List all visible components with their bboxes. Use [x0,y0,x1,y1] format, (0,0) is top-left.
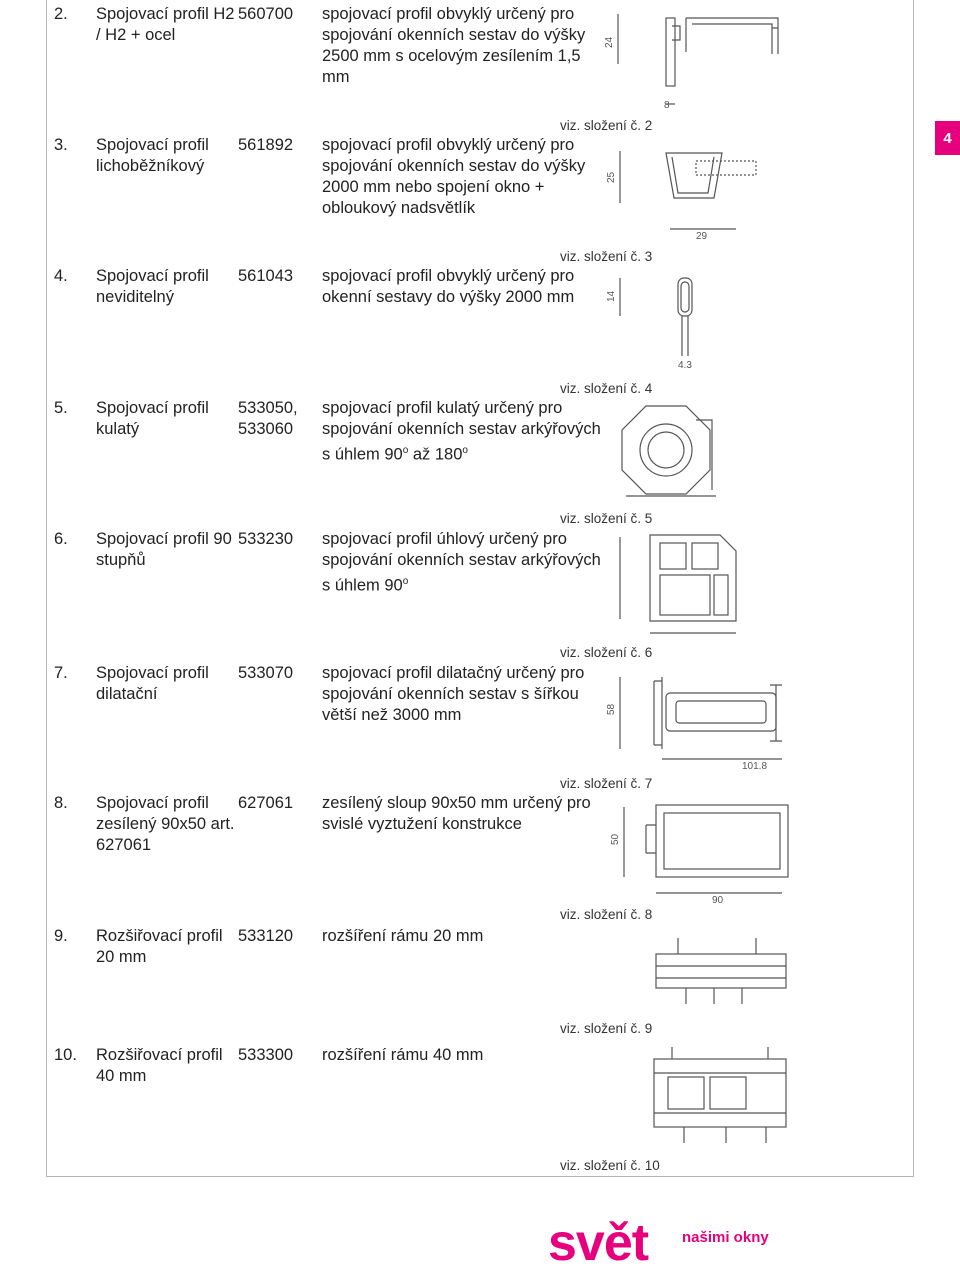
profile-drawing [606,1045,786,1149]
profile-drawing [606,529,786,641]
profile-description: zesílený sloup 90x50 mm určený pro svislé vyztužení konstrukce [322,794,591,833]
row-number: 8. [54,794,68,812]
row-number: 3. [54,136,68,154]
composition-ref: viz. složení č. 9 [560,1021,653,1036]
profile-drawing [606,667,786,771]
composition-ref: viz. složení č. 7 [560,776,653,791]
dimension-label: 14 [606,290,617,302]
article-code: 561892 [238,136,294,154]
profile-name: Spojovací profil zesílený 90x50 art. 627061 [96,794,235,854]
row-number: 10. [54,1046,77,1064]
profile-drawing [606,143,786,243]
dimension-label: 58 [606,703,617,715]
profile-description: spojovací profil obvyklý určený pro okenní sestavy do výšky 2000 mm [322,267,575,306]
logo-word: svět [548,1214,649,1272]
profile-description: rozšíření rámu 40 mm [322,1046,484,1064]
profile-description: rozšíření rámu 20 mm [322,927,484,945]
row-number: 9. [54,927,68,945]
profile-description: spojovací profil obvyklý určený pro spojování okenních sestav do výšky 2000 mm nebo spojení okno + obloukový nadsvětlík [322,136,586,217]
composition-ref: viz. složení č. 6 [560,645,653,660]
row-number: 7. [54,664,68,682]
dimension-label: 8 [664,100,670,111]
profile-description: spojovací profil obvyklý určený pro spojování okenních sestav do výšky 2500 mm s ocelovým zesílením 1,5 mm [322,5,586,86]
article-code: 533300 [238,1046,294,1064]
row-number: 2. [54,5,68,23]
profile-drawing [606,797,786,909]
composition-ref: viz. složení č. 8 [560,907,653,922]
profile-name: Rozšiřovací profil 40 mm [96,1046,223,1085]
profile-name: Spojovací profil 90 stupňů [96,530,232,569]
profile-drawing [606,272,786,372]
brand-logo [548,1214,788,1272]
article-code: 533120 [238,927,294,945]
dimension-label: 25 [606,171,617,183]
article-code: 533230 [238,530,294,548]
dimension-label: 50 [610,833,621,845]
composition-ref: viz. složení č. 3 [560,249,653,264]
composition-ref: viz. složení č. 5 [560,511,653,526]
dimension-label: 29 [696,231,708,242]
profile-drawing [606,930,786,1020]
profile-drawing [606,400,786,508]
article-code: 627061 [238,794,294,812]
dimension-label: 24 [604,36,615,48]
profile-drawing [606,8,786,114]
dimension-label: 4.3 [678,360,692,371]
composition-ref: viz. složení č. 2 [560,118,653,133]
profile-name: Spojovací profil kulatý [96,399,209,438]
article-code: 560700 [238,5,294,23]
composition-ref: viz. složení č. 10 [560,1158,660,1173]
profile-name: Rozšiřovací profil 20 mm [96,927,223,966]
profile-name: Spojovací profil H2 / H2 + ocel [96,5,235,44]
article-code: 533070 [238,664,294,682]
composition-ref: viz. složení č. 4 [560,381,653,396]
dimension-label: 90 [712,895,724,906]
profile-description: spojovací profil kulatý určený pro spojování okenních sestav arkýřových s úhlem 90$^o$ až 180$^o$ [322,399,601,464]
profile-description: spojovací profil úhlový určený pro spojování okenních sestav arkýřových s úhlem 90$^o$ [322,530,601,595]
profile-name: Spojovací profil lichoběžníkový [96,136,209,175]
profile-name: Spojovací profil neviditelný [96,267,209,306]
row-number: 5. [54,399,68,417]
article-code: 561043 [238,267,294,285]
page-tab: 4 [935,121,960,155]
row-number: 4. [54,267,68,285]
logo-tagline: našimi okny [682,1229,769,1246]
dimension-label: 101.8 [742,761,768,772]
profile-name: Spojovací profil dilatační [96,664,209,703]
row-number: 6. [54,530,68,548]
profile-description: spojovací profil dilatačný určený pro spojování okenních sestav s šířkou větší než 3000 mm [322,664,585,724]
article-code: 533050, 533060 [238,399,298,438]
